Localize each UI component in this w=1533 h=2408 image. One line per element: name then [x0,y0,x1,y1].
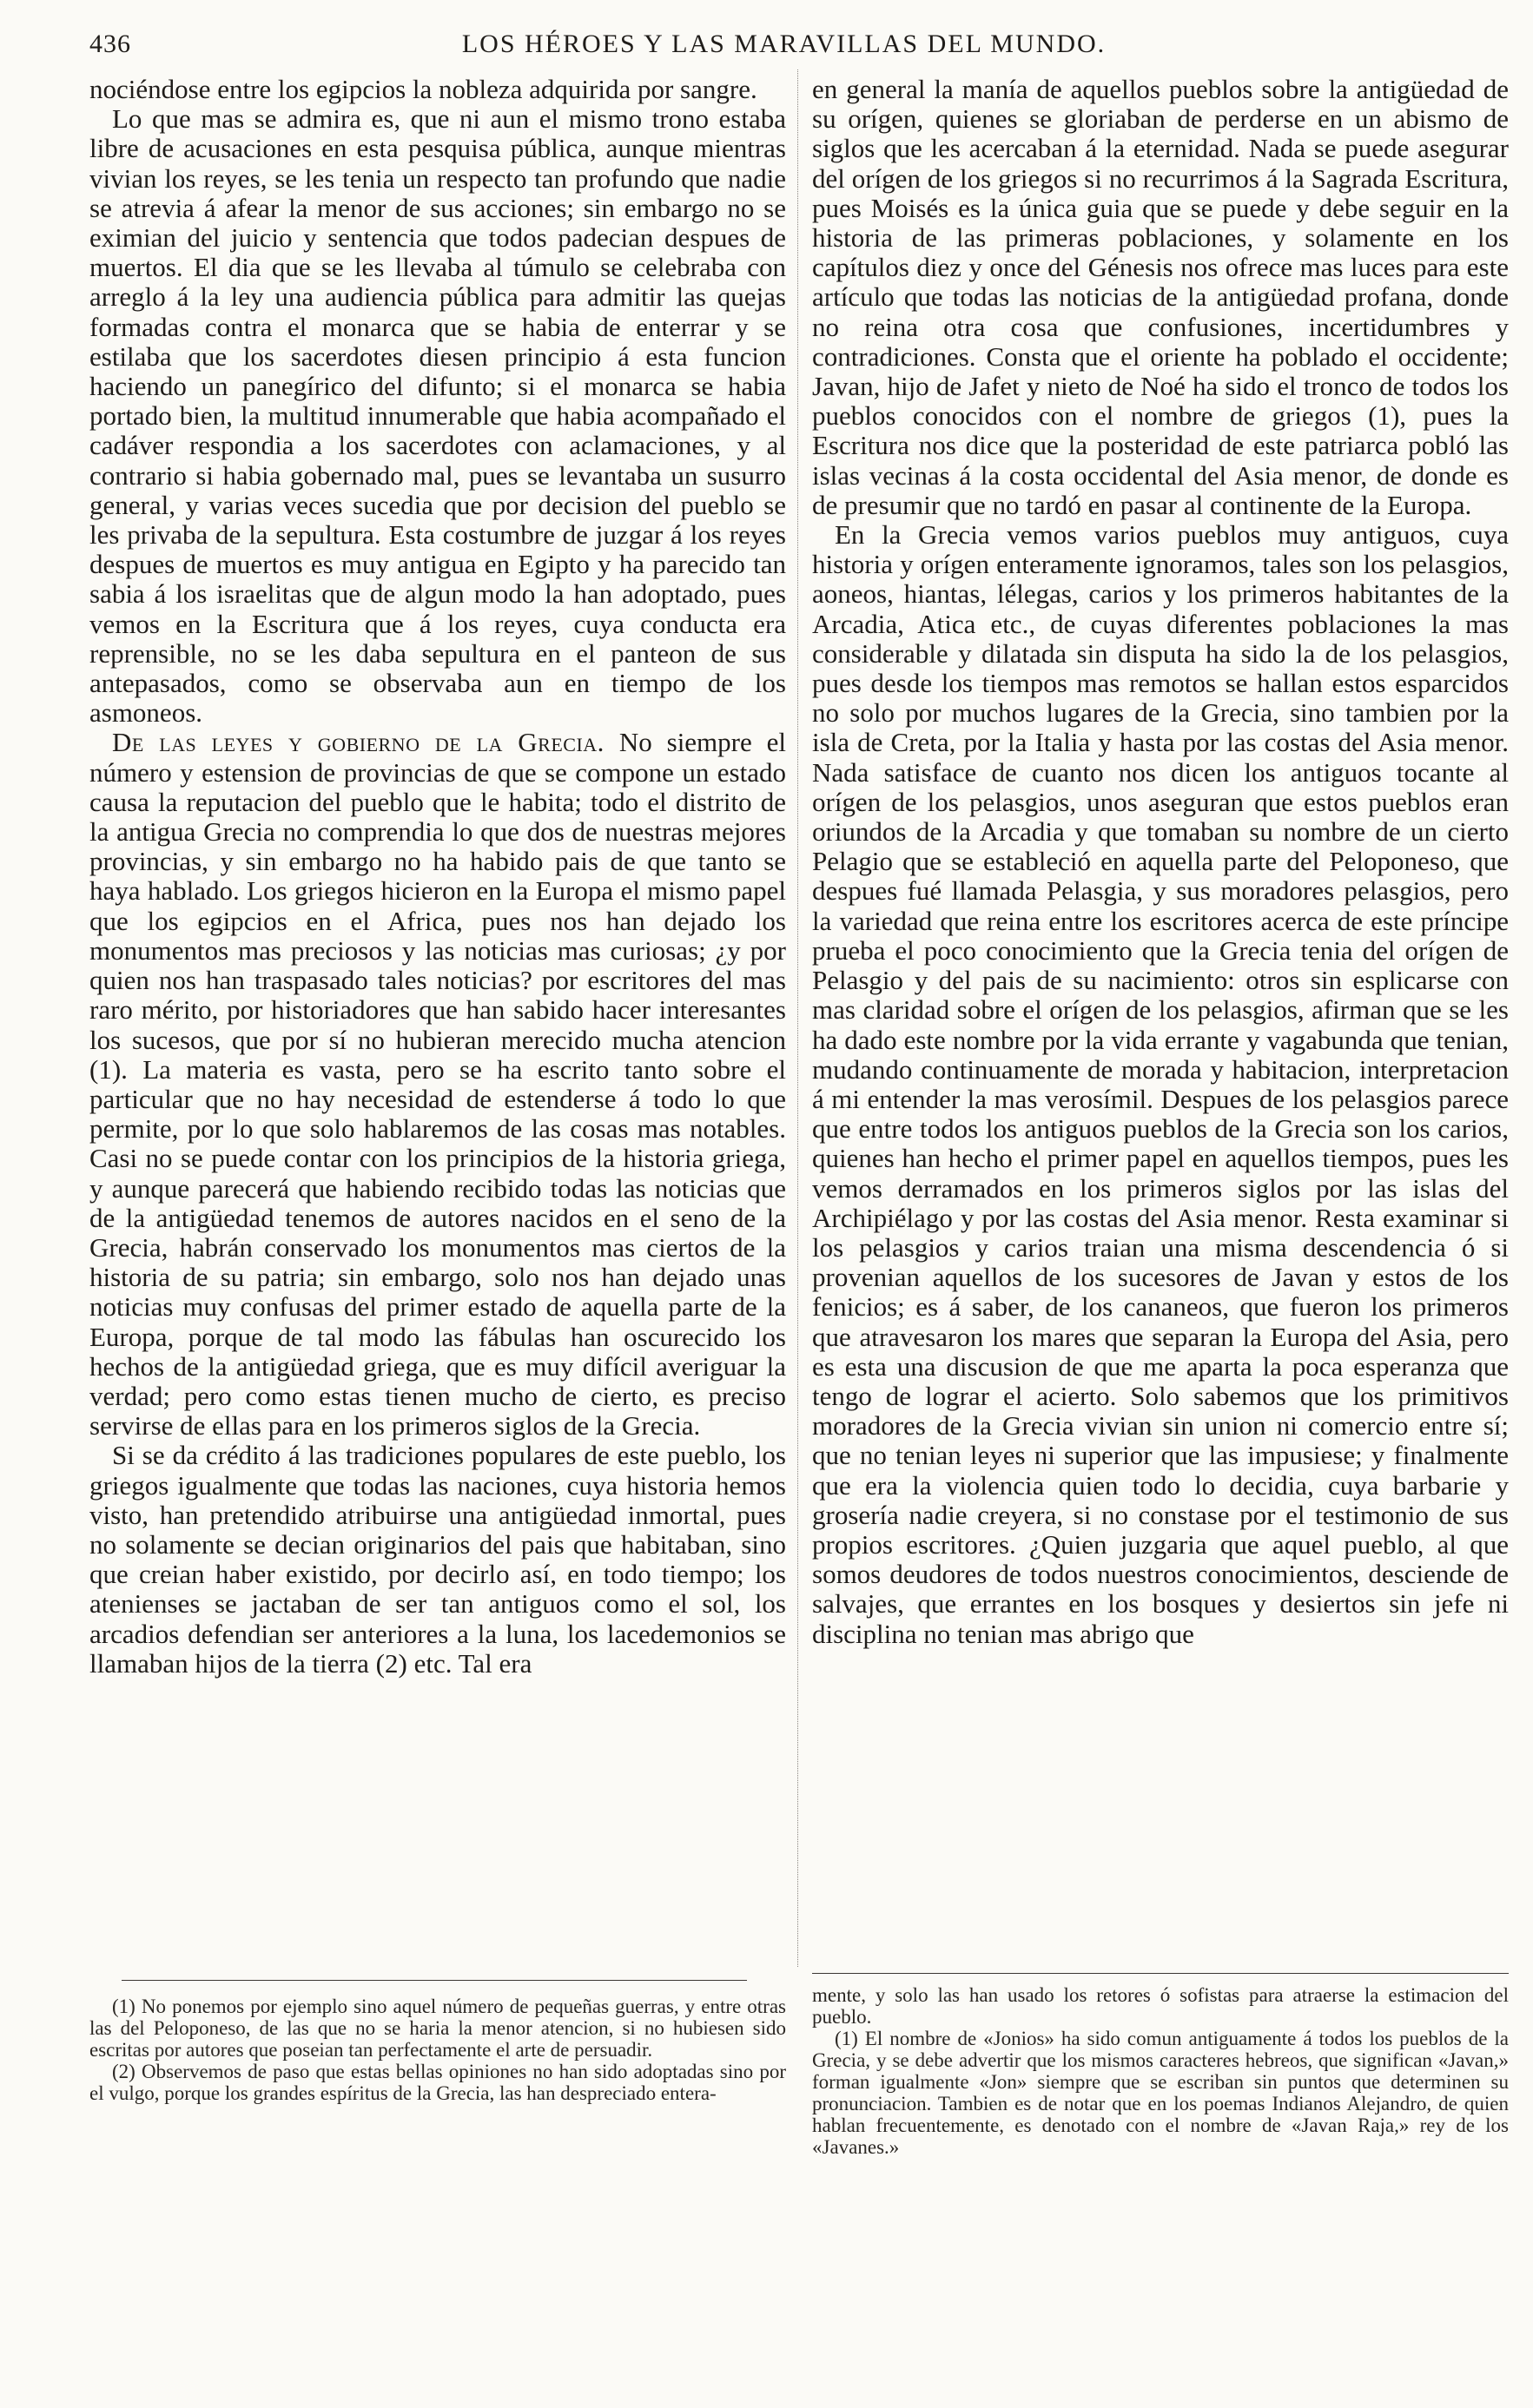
footnotes-left [89,1996,786,2104]
column-divider [797,69,798,1967]
left-column [89,75,786,1679]
section-heading: De las leyes y gobierno de la Grecia. [112,727,605,758]
section-paragraph [89,728,786,1441]
footnote: (1) No ponemos por ejemplo sino aquel número de pequeñas guerras, y entre otras las del Peloponeso, de las que no se haria la menor atencion, si no hubiesen sido escritas por autores que poseian tan perfectamente el arte de persuadir. [89,1996,786,2061]
section-body: No siempre el número y estension de provincias de que se compone un estado causa la reputacion del pueblo que le habita; todo el distrito de la antigua Grecia no comprendia lo que dos de nuestras mejores provincias, y sin embargo no ha habido pais de que tanto se haya hablado. Los griegos hicieron en la Europa el mismo papel que los egipcios en el Africa, pues nos han dejado los monumentos mas preciosos y las noticias mas curiosas; ¿y por quien nos han traspasado tales noticias? por escritores del mas raro mérito, por historiadores que han sabido hacer interesantes los sucesos, que por sí no hubieran merecido mucha atencion (1). La materia es vasta, pero se ha escrito tanto sobre el particular que no hay necesidad de estenderse á todo lo que permite, por lo que solo hablaremos de las cosas mas notables. Casi no se puede contar con los principios de la historia griega, y aunque parecerá que habiendo recibido todas las noticias que de la antigüedad tenemos de autores nacidos en el seno de la Grecia, habrán conservado los monumentos mas ciertos de la historia de su patria; sin embargo, solo nos han dejado unas noticias muy confusas del primer estado de aquella parte de la Europa, porque de tal modo las fábulas han oscurecido los hechos de la antigüedad griega, que es muy difícil averiguar la verdad; pero como estas tienen mucho de cierto, es preciso servirse de ellas para en los primeros siglos de la Grecia. [89,727,787,1442]
page-number: 436 [89,30,131,58]
footnote: (2) Observemos de paso que estas bellas opiniones no han sido adoptadas sino por el vulgo, porque los grandes espíritus de la Grecia, las han despreciado entera- [89,2061,786,2104]
footnote: (1) El nombre de «Jonios» ha sido comun antiguamente á todos los pueblos de la Grecia, y se debe advertir que los mismos caracteres hebreos, que significan «Javan,» forman igualmente «Jon» siempre que se escriban sin puntos que determinen su pronunciacion. Tambien es de notar que en los poemas Indianos Alejandro, de quien hablan frecuentemente, es denotado con el nombre de «Javan Raja,» rey de los «Javanes.» [812,2028,1509,2158]
paragraph: En la Grecia vemos varios pueblos muy antiguos, cuya historia y orígen enteramente ignoramos, tales son los pelasgios, aoneos, hiantas, lélegas, carios y los primeros habitantes de la Arcadia, Atica etc., de cuyas diferentes poblaciones la mas considerable y dilatada sin disputa ha sido la de los pelasgios, pues desde los tiempos mas remotos se hallan estos esparcidos no solo por muchos lugares de la Grecia, sino tambien por la isla de Creta, por la Italia y hasta por las costas del Asia menor. Nada satisface de cuanto nos dicen los antiguos tocante al orígen de los pelasgios, unos aseguran que estos pueblos eran oriundos de la Arcadia y que tomaban su nombre de un cierto Pelagio que se estableció en aquella parte del Peloponeso, que despues fué llamada Pelasgia, y sus moradores pelasgios, pero la variedad que reina entre los escritores acerca de este príncipe prueba el poco conocimiento que la Grecia tenia del orígen de Pelasgio y del pais de su nacimiento: otros sin esplicarse con mas claridad sobre el orígen de los pelasgios, afirman que se les ha dado este nombre por la vida errante y vagabunda que tenian, mudando continuamente de morada y habitacion, interpretacion á mi entender la mas verosímil. Despues de los pelasgios parece que entre todos los antiguos pueblos de la Grecia son los carios, quienes han hecho el primer papel en aquellos tiempos, pues les vemos derramados en los primeros siglos por las islas del Archipiélago y por las costas del Asia menor. Resta examinar si los pelasgios y carios traian una misma descendencia ó si provenian aquellos de los sucesores de Javan y estos de los fenicios; es á saber, de los cananeos, que fueron los primeros que atravesaron los mares que separan la Europa del Asia, pero es esta una discusion de que me aparta la poca esperanza que tengo de lograr el acierto. Solo sabemos que los primitivos moradores de la Grecia vivian sin union ni comercio entre sí; que no tenian leyes ni superior que las impusiese; y finalmente que era la violencia quien todo lo decidia, cuya barbarie y grosería nadie creyera, si no constase por el testimonio de sus propios escritores. ¿Quien juzgaria que aquel pueblo, al que somos deudores de todos nuestros conocimientos, desciende de salvajes, que errantes en los bosques y desiertos sin jefe ni disciplina no tenian mas abrigo que [812,519,1509,1649]
footnote-rule [812,1973,1509,1974]
paragraph: nociéndose entre los egipcios la nobleza adquirida por sangre. [89,74,757,104]
footnotes-right [812,1984,1509,2158]
footnote-rule [122,1980,747,1981]
paragraph: Lo que mas se admira es, que ni aun el mismo trono estaba libre de acusaciones en esta pesquisa pública, aunque mientras vivian los reyes, se les tenia un respecto tan profundo que nadie se atrevia á afear la menor de sus acciones; sin embargo no se eximian del juicio y sentencia que todos padecian despues de muertos. El dia que se les llevaba al túmulo se celebraba con arreglo á la ley una audiencia pública para admitir las quejas formadas contra el monarca que se habia de enterrar y se estilaba que los sacerdotes diesen principio á esta funcion haciendo un panegírico del difunto; si el monarca se habia portado bien, la multitud innumerable que habia acompañado el cadáver respondia a los sacerdotes con aclamaciones, y al contrario si habia gobernado mal, pues se levantaba un susurro general, y varias veces sucedia que por decision del pueblo se les privaba de la sepultura. Esta costumbre de juzgar á los reyes despues de muertos es muy antigua en Egipto y ha parecido tan sabia á los israelitas que de algun modo la han adoptado, pues vemos en la Escritura que á los reyes, cuya conducta era reprensible, no se les daba sepultura en el panteon de sus antepasados, como se observaba aun en tiempo de los asmoneos. [89,103,786,729]
paragraph: en general la manía de aquellos pueblos sobre la antigüedad de su orígen, quienes se gloriaban de perderse en un abismo de siglos que les acercaban á la eternidad. Nada se puede asegurar del orígen de los griegos si no recurrimos á la Sagrada Escritura, pues Moisés es la única guia que se puede y debe seguir en la historia de las primeras poblaciones, y solamente en los capítulos diez y once del Génesis nos ofrece mas luces para este artículo que todas las noticias de la antigüedad profana, donde no reina otra cosa que confusiones, incertidumbres y contradiciones. Consta que el oriente ha poblado el occidente; Javan, hijo de Jafet y nieto de Noé ha sido el tronco de todos los pueblos conocidos con el nombre de griegos (1), pues la Escritura nos dice que la posteridad de este patriarca pobló las islas vecinas á la costa occidental del Asia menor, de donde es de presumir que no tardó en pasar al continente de la Europa. [812,74,1509,520]
footnote-continuation: mente, y solo las han usado los retores ó sofistas para atraerse la estimacion del pueblo. [812,1984,1509,2028]
paragraph: Si se da crédito á las tradiciones populares de este pueblo, los griegos igualmente que todas las naciones, cuya historia hemos visto, han pretendido atribuirse una antigüedad inmortal, pues no solamente se decian originarios del pais que habitaban, sino que creian haber existido, por decirlo así, en todo tiempo; los atenienses se jactaban de ser tan antiguos como el sol, los arcadios defendian ser anteriores a la luna, los lacedemonios se llamaban hijos de la tierra (2) etc. Tal era [89,1440,786,1679]
right-column [812,75,1509,1649]
running-title: LOS HÉROES Y LAS MARAVILLAS DEL MUNDO. [461,30,1107,58]
